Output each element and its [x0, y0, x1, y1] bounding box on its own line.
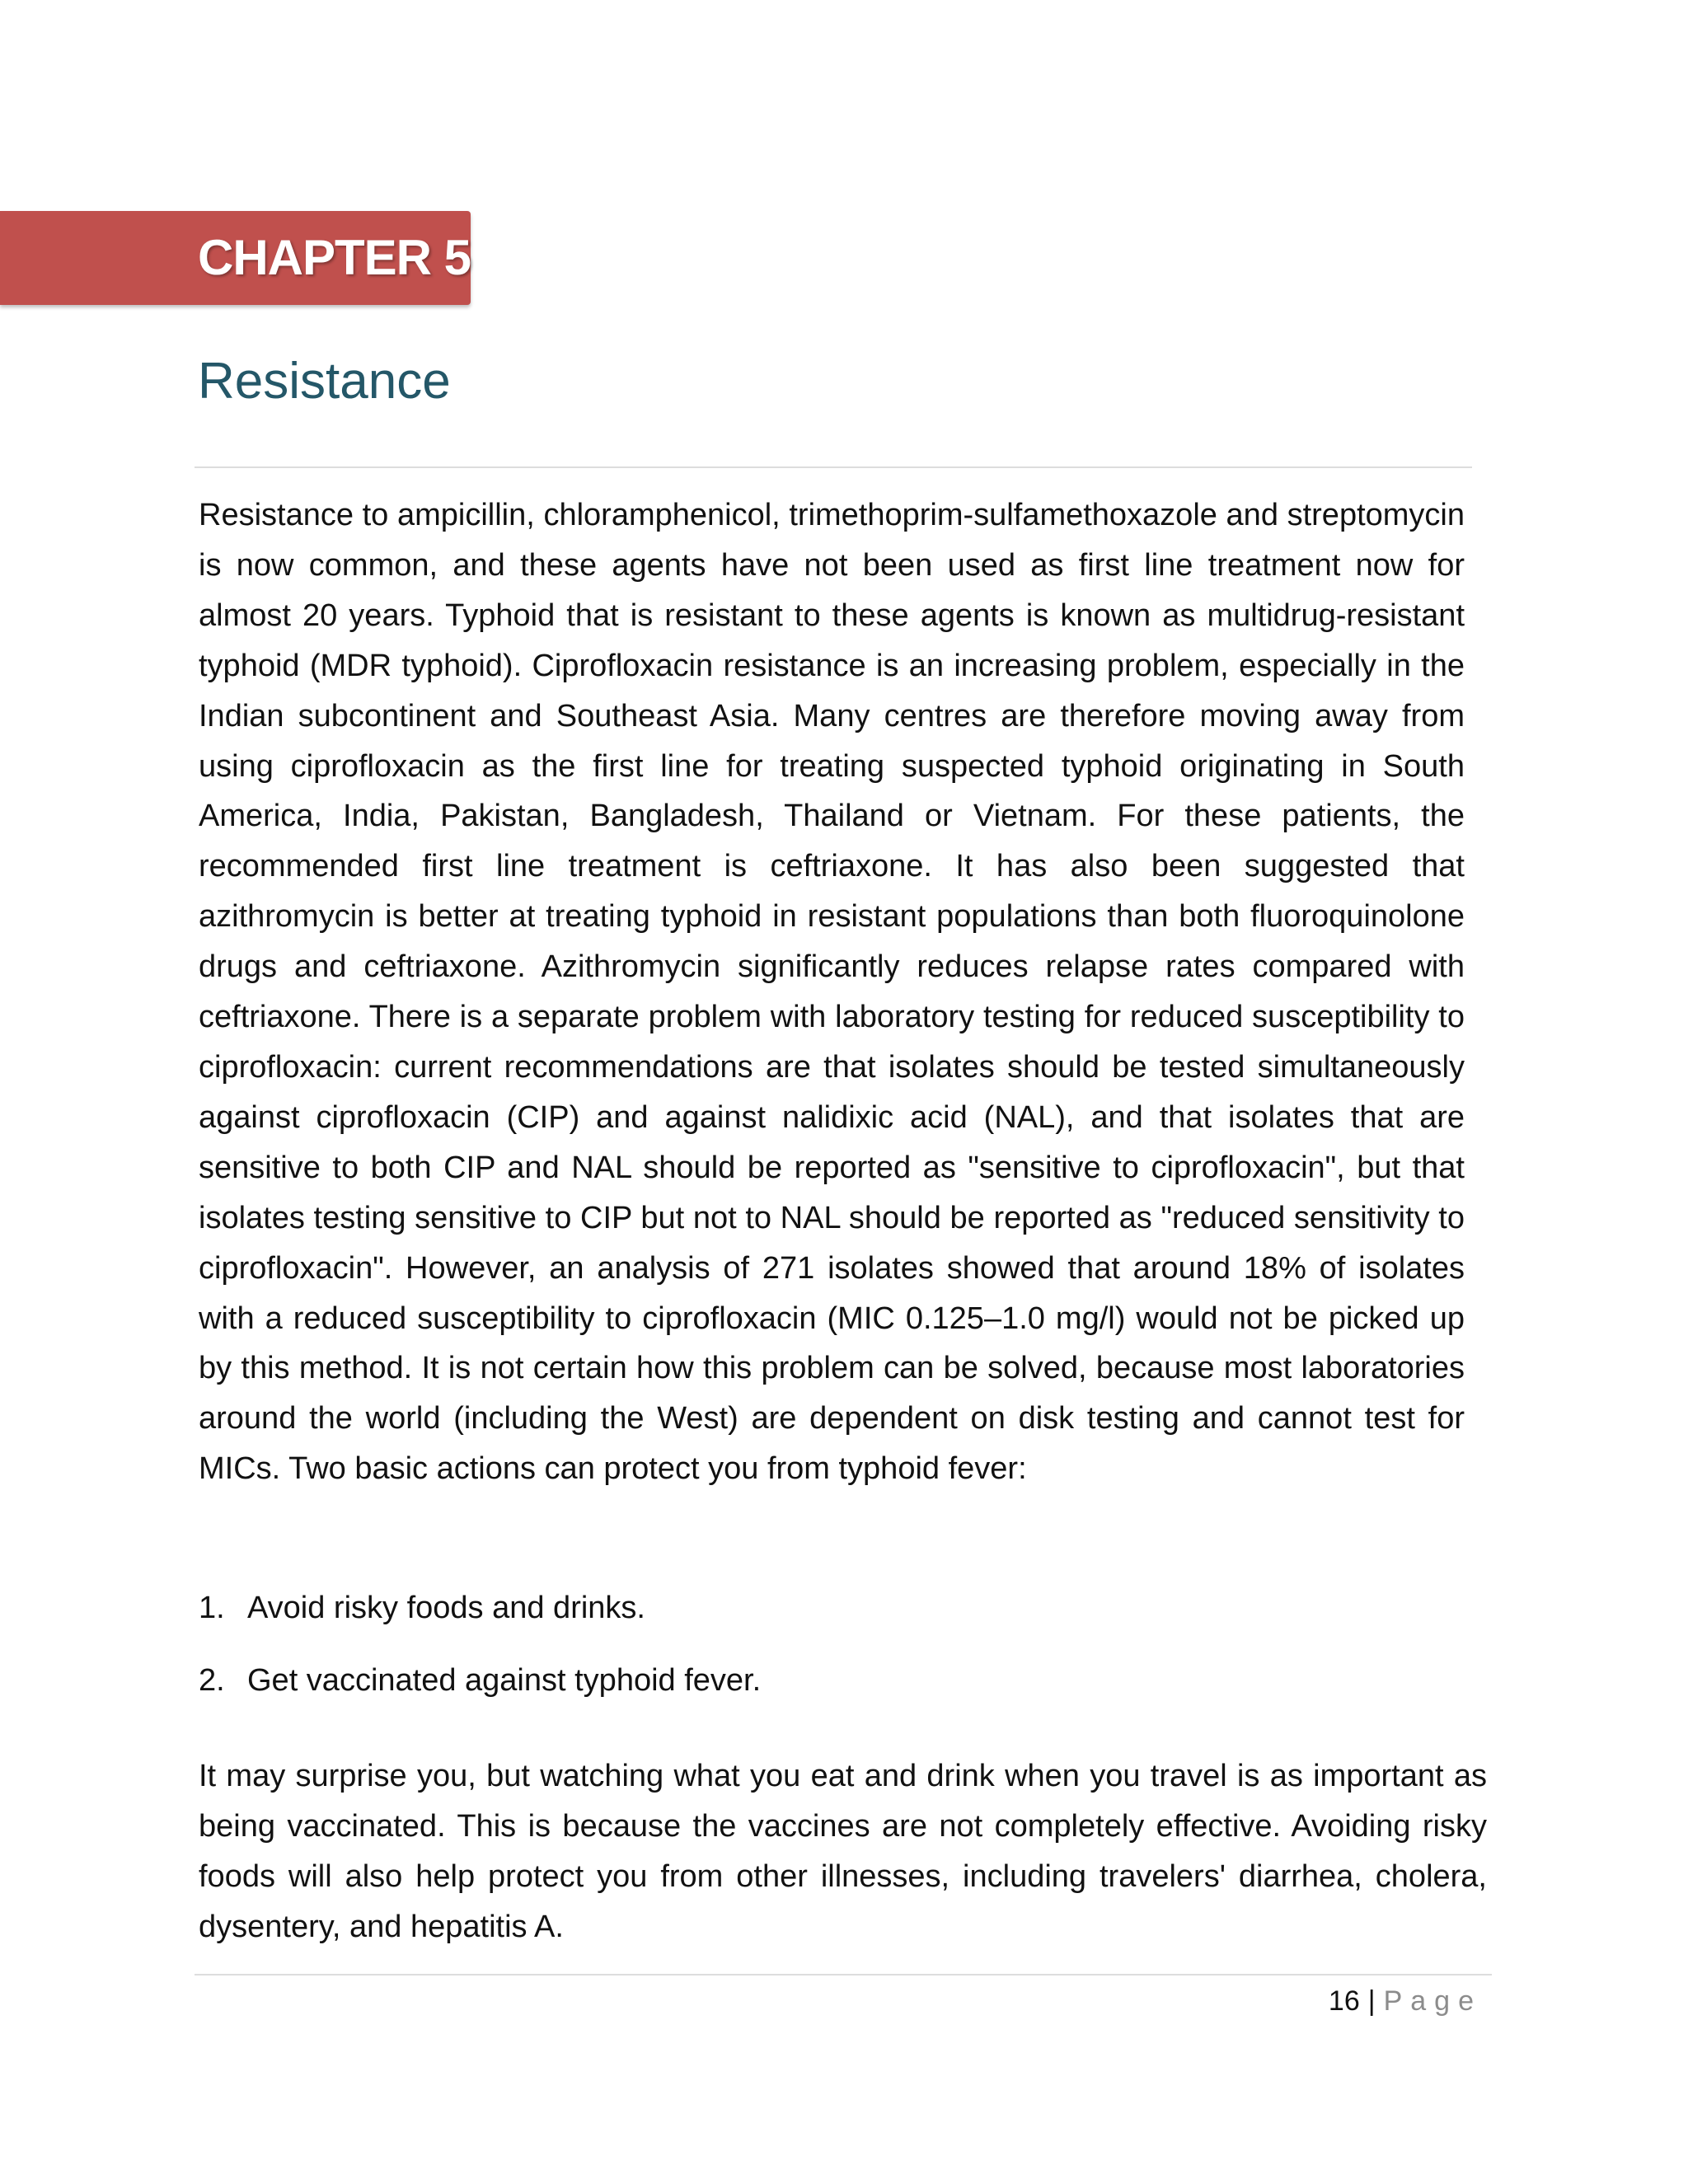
body-paragraph-1: Resistance to ampicillin, chloramphenicol, trimethoprim-sulfamethoxazole and streptomycin is now common, and these agents have not been used as first line treatment now for almost 20 years. Typhoid that is resistant to these agents is known as multidrug-resistant typhoid (MDR typhoid). Ciprofloxacin resistance is an increasing problem, especially in the Indian subcontinent and Southeast Asia. Many centres are therefore moving away from using ciprofloxacin as the first line for treating suspected typhoid originating in South America, India, Pakistan, Bangladesh, Thailand or Vietnam. For these patients, the recommended first line treatment is ceftriaxone. It has also been suggested that azithromycin is better at treating typhoid in resistant populations than both fluoroquinolone drugs and ceftriaxone. Azithromycin significantly reduces relapse rates compared with ceftriaxone. There is a separate problem with laboratory testing for reduced susceptibility to ciprofloxacin: current recommendations are that isolates should be tested simultaneously against ciprofloxacin (CIP) and against nalidixic acid (NAL), and that isolates that are sensitive to both CIP and NAL should be reported as "sensitive to ciprofloxacin", but that isolates testing sensitive to CIP but not to NAL should be reported as "reduced sensitivity to ciprofloxacin". However, an analysis of 271 isolates showed that around 18% of isolates with a reduced susceptibility to ciprofloxacin (MIC 0.125–1.0 mg/l) would not be picked up by this method. It is not certain how this problem can be solved, because most laboratories around the world (including the West) are dependent on disk testing and cannot test for MICs. Two basic actions can protect you from typhoid fever: [199, 498, 1465, 1487]
list-item [199, 1586, 761, 1629]
page-footer [1329, 1980, 1482, 2022]
list-item [199, 1659, 761, 1702]
footer-separator: | [1367, 1985, 1376, 2017]
footer-divider [195, 1974, 1492, 1975]
page-number: 16 [1328, 1985, 1360, 2017]
body-paragraph-2: It may surprise you, but watching what you eat and drink when you travel is as important as being vaccinated. This is because the vaccines are not completely effective. Avoiding risky foods will also help protect you from other illnesses, including travelers' diarrhea, cholera, dysentery, and hepatitis A. [199, 1759, 1487, 1944]
list-item-text: Get vaccinated against typhoid fever. [247, 1663, 762, 1698]
protection-steps-list [199, 1586, 761, 1732]
chapter-label: CHAPTER 5 [198, 230, 471, 285]
top-divider [195, 466, 1472, 468]
list-item-number: 2. [199, 1663, 225, 1698]
list-item-text: Avoid risky foods and drinks. [247, 1591, 645, 1625]
chapter-title: Resistance [198, 353, 451, 410]
list-item-number: 1. [199, 1591, 225, 1625]
page-label: Page [1383, 1985, 1482, 2017]
